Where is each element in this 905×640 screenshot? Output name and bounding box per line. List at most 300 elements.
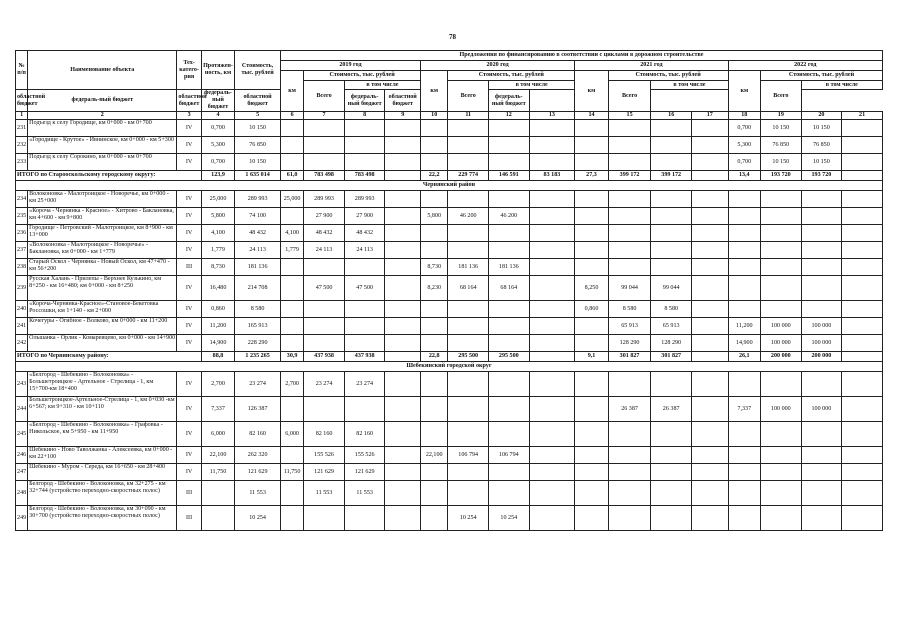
value-cell bbox=[728, 506, 760, 531]
value-cell bbox=[842, 301, 883, 318]
value-cell bbox=[761, 225, 802, 242]
value-cell: 10 150 bbox=[801, 154, 842, 171]
value-cell bbox=[385, 481, 421, 506]
value-cell bbox=[448, 481, 489, 506]
value-cell: 14,900 bbox=[728, 335, 760, 352]
value-cell bbox=[489, 318, 530, 335]
total-value-cell: 399 172 bbox=[651, 171, 692, 181]
row-number-cell: 233 bbox=[16, 154, 28, 171]
value-cell bbox=[842, 422, 883, 447]
column-number-cell: 17 bbox=[691, 112, 728, 120]
value-cell bbox=[801, 208, 842, 225]
value-cell bbox=[842, 208, 883, 225]
value-cell bbox=[529, 259, 575, 276]
value-cell: 6,000 bbox=[201, 422, 235, 447]
value-cell: 82 160 bbox=[344, 422, 385, 447]
value-cell bbox=[304, 335, 345, 352]
value-cell: 22,100 bbox=[201, 447, 235, 464]
value-cell: 0,700 bbox=[728, 120, 760, 137]
value-cell bbox=[575, 372, 609, 397]
header-total: Всего bbox=[304, 81, 345, 112]
value-cell bbox=[385, 208, 421, 225]
value-cell bbox=[801, 447, 842, 464]
value-cell: IV bbox=[177, 335, 201, 352]
header-cost: Стоимость, тыс. рублей bbox=[235, 51, 281, 90]
value-cell bbox=[575, 397, 609, 422]
value-cell bbox=[842, 137, 883, 154]
value-cell bbox=[801, 422, 842, 447]
column-number-cell: 2 bbox=[28, 112, 177, 120]
value-cell: 121 629 bbox=[344, 464, 385, 481]
value-cell: 106 794 bbox=[448, 447, 489, 464]
total-value-cell bbox=[691, 352, 728, 362]
value-cell: 100 000 bbox=[801, 335, 842, 352]
value-cell: 11 553 bbox=[344, 481, 385, 506]
value-cell bbox=[448, 464, 489, 481]
table-row bbox=[16, 301, 883, 318]
value-cell: 46 200 bbox=[448, 208, 489, 225]
value-cell: 10 254 bbox=[235, 506, 281, 531]
value-cell bbox=[691, 137, 728, 154]
value-cell: 5,800 bbox=[201, 208, 235, 225]
value-cell bbox=[385, 259, 421, 276]
value-cell: 26 387 bbox=[651, 397, 692, 422]
value-cell: 48 432 bbox=[344, 225, 385, 242]
value-cell bbox=[728, 242, 760, 259]
value-cell: 6,000 bbox=[280, 422, 303, 447]
value-cell bbox=[608, 208, 651, 225]
value-cell: 23 274 bbox=[344, 372, 385, 397]
value-cell: 0,700 bbox=[728, 154, 760, 171]
table-header bbox=[16, 51, 883, 112]
value-cell bbox=[421, 481, 448, 506]
total-row bbox=[16, 352, 883, 362]
value-cell: 5,300 bbox=[728, 137, 760, 154]
value-cell: 121 629 bbox=[304, 464, 345, 481]
value-cell bbox=[385, 318, 421, 335]
value-cell: 100 000 bbox=[761, 335, 802, 352]
header-category: Тех-катего-рия bbox=[177, 51, 201, 90]
value-cell bbox=[575, 259, 609, 276]
value-cell bbox=[304, 506, 345, 531]
object-name-cell: «Короча-Чернянка-Красное»-Становое-Бекетовка Россошки, км 1+140 - км 2+000 bbox=[28, 301, 177, 318]
value-cell bbox=[608, 137, 651, 154]
column-number-cell: 5 bbox=[235, 112, 281, 120]
object-name-cell: «Белгород - Шебекино - Волоконовка» - Большетроицкое - Артельное - Стрелица - 1, км 15+700-км 18+400 bbox=[28, 372, 177, 397]
value-cell: 228 290 bbox=[235, 335, 281, 352]
value-cell bbox=[651, 259, 692, 276]
value-cell bbox=[448, 225, 489, 242]
total-label: ИТОГО по Чернянскому району: bbox=[16, 352, 202, 362]
value-cell bbox=[728, 225, 760, 242]
value-cell bbox=[651, 481, 692, 506]
value-cell bbox=[489, 397, 530, 422]
object-name-cell: «Короча - Чернянка - Красное» - Хитрово - Баклановка, км 4+600 - км 9+800 bbox=[28, 208, 177, 225]
value-cell: 10 254 bbox=[489, 506, 530, 531]
value-cell bbox=[489, 242, 530, 259]
value-cell bbox=[728, 464, 760, 481]
header-cost-title: Стоимость, тыс. рублей bbox=[608, 71, 728, 81]
value-cell: IV bbox=[177, 154, 201, 171]
value-cell: 0,700 bbox=[201, 154, 235, 171]
header-name: Наименование объекта bbox=[28, 51, 177, 90]
value-cell: IV bbox=[177, 225, 201, 242]
value-cell bbox=[761, 208, 802, 225]
value-cell bbox=[651, 242, 692, 259]
value-cell: III bbox=[177, 506, 201, 531]
value-cell bbox=[280, 335, 303, 352]
object-name-cell: Белгород - Шебекино - Волоконовка, км 32+275 - км 32+744 (устройство переходно-скоростных полос) bbox=[28, 481, 177, 506]
row-number-cell: 245 bbox=[16, 422, 28, 447]
value-cell bbox=[201, 481, 235, 506]
value-cell bbox=[385, 506, 421, 531]
value-cell bbox=[575, 422, 609, 447]
value-cell bbox=[448, 335, 489, 352]
value-cell: 181 136 bbox=[235, 259, 281, 276]
value-cell bbox=[489, 481, 530, 506]
total-label: ИТОГО по Старооскольскому городскому округу: bbox=[16, 171, 202, 181]
value-cell bbox=[421, 372, 448, 397]
value-cell bbox=[280, 397, 303, 422]
total-value-cell: 783 498 bbox=[304, 171, 345, 181]
value-cell bbox=[421, 506, 448, 531]
value-cell: 121 629 bbox=[235, 464, 281, 481]
value-cell bbox=[280, 318, 303, 335]
value-cell: 11 553 bbox=[304, 481, 345, 506]
value-cell: 0,700 bbox=[201, 120, 235, 137]
value-cell bbox=[608, 464, 651, 481]
value-cell bbox=[608, 242, 651, 259]
value-cell bbox=[385, 276, 421, 301]
value-cell: 48 432 bbox=[235, 225, 281, 242]
value-cell bbox=[489, 464, 530, 481]
value-cell bbox=[489, 137, 530, 154]
total-value-cell bbox=[691, 171, 728, 181]
value-cell bbox=[529, 154, 575, 171]
header-year: 2022 год bbox=[728, 61, 882, 71]
value-cell: 155 526 bbox=[344, 447, 385, 464]
header-cost-title: Стоимость, тыс. рублей bbox=[304, 71, 421, 81]
value-cell bbox=[385, 191, 421, 208]
value-cell bbox=[842, 397, 883, 422]
value-cell bbox=[529, 318, 575, 335]
table-row bbox=[16, 137, 883, 154]
row-number-cell: 235 bbox=[16, 208, 28, 225]
row-number-cell: 238 bbox=[16, 259, 28, 276]
value-cell bbox=[691, 447, 728, 464]
column-number-cell: 16 bbox=[651, 112, 692, 120]
table-row bbox=[16, 506, 883, 531]
value-cell bbox=[801, 464, 842, 481]
value-cell bbox=[280, 506, 303, 531]
value-cell: 11,750 bbox=[280, 464, 303, 481]
value-cell bbox=[421, 397, 448, 422]
value-cell: 165 913 bbox=[235, 318, 281, 335]
value-cell: 0,860 bbox=[575, 301, 609, 318]
value-cell bbox=[448, 301, 489, 318]
value-cell: 8 580 bbox=[235, 301, 281, 318]
value-cell bbox=[529, 242, 575, 259]
value-cell: IV bbox=[177, 301, 201, 318]
value-cell bbox=[529, 301, 575, 318]
header-km: км bbox=[575, 71, 609, 112]
table-row bbox=[16, 191, 883, 208]
value-cell: 68 164 bbox=[489, 276, 530, 301]
header-federal: федераль-ный бюджет bbox=[344, 90, 385, 112]
value-cell bbox=[575, 464, 609, 481]
header-total: Всего bbox=[448, 81, 489, 112]
header-federal: федераль-ный бюджет bbox=[489, 90, 530, 112]
value-cell: 106 794 bbox=[489, 447, 530, 464]
value-cell bbox=[280, 137, 303, 154]
value-cell bbox=[529, 191, 575, 208]
total-value-cell: 200 000 bbox=[761, 352, 802, 362]
value-cell bbox=[728, 259, 760, 276]
value-cell: 16,480 bbox=[201, 276, 235, 301]
total-value-cell bbox=[842, 352, 883, 362]
header-regional: областной бюджет bbox=[385, 90, 421, 112]
value-cell bbox=[842, 225, 883, 242]
value-cell bbox=[489, 301, 530, 318]
value-cell bbox=[489, 120, 530, 137]
value-cell bbox=[344, 301, 385, 318]
row-number-cell: 242 bbox=[16, 335, 28, 352]
value-cell bbox=[529, 397, 575, 422]
value-cell bbox=[575, 191, 609, 208]
value-cell: 10 150 bbox=[761, 120, 802, 137]
value-cell: 10 150 bbox=[235, 120, 281, 137]
value-cell bbox=[801, 506, 842, 531]
value-cell bbox=[608, 481, 651, 506]
header-regional: областной бюджет bbox=[235, 90, 281, 112]
value-cell bbox=[801, 276, 842, 301]
value-cell: 99 044 bbox=[651, 276, 692, 301]
value-cell bbox=[304, 154, 345, 171]
row-number-cell: 247 bbox=[16, 464, 28, 481]
value-cell: 22,100 bbox=[421, 447, 448, 464]
value-cell: 76 850 bbox=[801, 137, 842, 154]
value-cell bbox=[691, 481, 728, 506]
total-value-cell: 301 827 bbox=[608, 352, 651, 362]
value-cell bbox=[691, 422, 728, 447]
value-cell: 100 000 bbox=[801, 318, 842, 335]
value-cell bbox=[575, 242, 609, 259]
value-cell bbox=[608, 120, 651, 137]
value-cell bbox=[691, 191, 728, 208]
value-cell: 289 993 bbox=[304, 191, 345, 208]
total-value-cell: 22,8 bbox=[421, 352, 448, 362]
table-row bbox=[16, 318, 883, 335]
value-cell: 25,000 bbox=[280, 191, 303, 208]
value-cell bbox=[304, 301, 345, 318]
value-cell bbox=[575, 137, 609, 154]
value-cell: 11,750 bbox=[201, 464, 235, 481]
value-cell: IV bbox=[177, 397, 201, 422]
value-cell bbox=[691, 372, 728, 397]
value-cell: 128 290 bbox=[651, 335, 692, 352]
value-cell: 14,900 bbox=[201, 335, 235, 352]
value-cell: 2,700 bbox=[280, 372, 303, 397]
value-cell: 27 900 bbox=[304, 208, 345, 225]
object-name-cell: Шебекино - Ново Таволжанка - Алексеевка, км 0+000 - км 22+100 bbox=[28, 447, 177, 464]
value-cell bbox=[842, 120, 883, 137]
total-value-cell: 399 172 bbox=[608, 171, 651, 181]
table-row bbox=[16, 464, 883, 481]
row-number-cell: 248 bbox=[16, 481, 28, 506]
value-cell bbox=[304, 397, 345, 422]
total-value-cell: 27,3 bbox=[575, 171, 609, 181]
table-row bbox=[16, 335, 883, 352]
value-cell bbox=[448, 154, 489, 171]
value-cell: 8 580 bbox=[651, 301, 692, 318]
value-cell: III bbox=[177, 259, 201, 276]
object-name-cell: Кочегуры - Огибное - Волково, км 0+000 - км 11+200 bbox=[28, 318, 177, 335]
value-cell: IV bbox=[177, 422, 201, 447]
value-cell bbox=[761, 301, 802, 318]
value-cell bbox=[385, 372, 421, 397]
value-cell bbox=[842, 506, 883, 531]
value-cell bbox=[801, 191, 842, 208]
value-cell bbox=[529, 276, 575, 301]
value-cell: 10 150 bbox=[761, 154, 802, 171]
column-number-cell: 7 bbox=[304, 112, 345, 120]
total-value-cell: 123,9 bbox=[201, 171, 235, 181]
total-value-cell: 26,1 bbox=[728, 352, 760, 362]
total-value-cell: 1 635 014 bbox=[235, 171, 281, 181]
value-cell bbox=[385, 422, 421, 447]
value-cell: 8 580 bbox=[608, 301, 651, 318]
value-cell bbox=[280, 276, 303, 301]
value-cell bbox=[280, 481, 303, 506]
header-cost-title: Стоимость, тыс. рублей bbox=[448, 71, 575, 81]
table-row bbox=[16, 120, 883, 137]
value-cell bbox=[344, 335, 385, 352]
value-cell: 99 044 bbox=[608, 276, 651, 301]
value-cell: 26 387 bbox=[608, 397, 651, 422]
value-cell bbox=[344, 154, 385, 171]
value-cell: 82 160 bbox=[235, 422, 281, 447]
value-cell bbox=[421, 318, 448, 335]
value-cell bbox=[608, 447, 651, 464]
value-cell: 74 100 bbox=[235, 208, 281, 225]
value-cell bbox=[304, 120, 345, 137]
value-cell bbox=[842, 242, 883, 259]
value-cell: 10 150 bbox=[235, 154, 281, 171]
value-cell: 1,779 bbox=[201, 242, 235, 259]
header-incl: в том числе bbox=[344, 81, 420, 90]
header-year: 2019 год bbox=[280, 61, 420, 71]
value-cell: 8,730 bbox=[201, 259, 235, 276]
value-cell: 27 900 bbox=[344, 208, 385, 225]
object-name-cell: «Белгород - Шебекино - Волоконовка» - Графовка - Никольское, км 5+950 - км 11+950 bbox=[28, 422, 177, 447]
value-cell bbox=[842, 276, 883, 301]
column-number-cell: 20 bbox=[801, 112, 842, 120]
value-cell: 11,200 bbox=[201, 318, 235, 335]
value-cell: 8,250 bbox=[575, 276, 609, 301]
value-cell bbox=[691, 242, 728, 259]
column-number-cell: 8 bbox=[344, 112, 385, 120]
total-value-cell: 83 183 bbox=[529, 171, 575, 181]
value-cell bbox=[575, 154, 609, 171]
value-cell bbox=[344, 137, 385, 154]
header-km: км bbox=[728, 71, 760, 112]
value-cell bbox=[448, 137, 489, 154]
value-cell bbox=[801, 225, 842, 242]
value-cell bbox=[448, 191, 489, 208]
value-cell: 100 000 bbox=[761, 397, 802, 422]
value-cell: 76 850 bbox=[235, 137, 281, 154]
value-cell bbox=[801, 372, 842, 397]
value-cell bbox=[691, 225, 728, 242]
value-cell: 181 136 bbox=[489, 259, 530, 276]
object-name-cell: «Волоконовка - Малотроицкое - Новоречье» - Баклановка, км 0+000 - км 1+779 bbox=[28, 242, 177, 259]
total-value-cell: 1 235 265 bbox=[235, 352, 281, 362]
value-cell bbox=[448, 397, 489, 422]
value-cell: 76 850 bbox=[761, 137, 802, 154]
value-cell: 8,730 bbox=[421, 259, 448, 276]
total-value-cell bbox=[385, 171, 421, 181]
value-cell: 155 526 bbox=[304, 447, 345, 464]
value-cell bbox=[421, 301, 448, 318]
value-cell bbox=[385, 397, 421, 422]
value-cell bbox=[761, 372, 802, 397]
header-regional: областной бюджет bbox=[177, 90, 201, 112]
total-value-cell: 146 591 bbox=[489, 171, 530, 181]
value-cell bbox=[385, 447, 421, 464]
value-cell bbox=[344, 397, 385, 422]
value-cell bbox=[842, 191, 883, 208]
value-cell: 289 993 bbox=[235, 191, 281, 208]
header-length: Протяжен-ность, км bbox=[201, 51, 235, 90]
value-cell bbox=[728, 481, 760, 506]
column-number-cell: 14 bbox=[575, 112, 609, 120]
value-cell: IV bbox=[177, 137, 201, 154]
value-cell bbox=[529, 422, 575, 447]
object-name-cell: Подъезд к селу Сорокино, км 0+000 - км 0+700 bbox=[28, 154, 177, 171]
header-num: № п/п bbox=[16, 51, 28, 90]
value-cell bbox=[728, 191, 760, 208]
value-cell bbox=[728, 208, 760, 225]
value-cell bbox=[608, 154, 651, 171]
value-cell bbox=[448, 120, 489, 137]
value-cell bbox=[691, 397, 728, 422]
value-cell bbox=[651, 120, 692, 137]
value-cell bbox=[575, 481, 609, 506]
value-cell bbox=[651, 154, 692, 171]
value-cell bbox=[304, 318, 345, 335]
object-name-cell: Шебекино - Муром - Середа, км 16+650 - км 28+400 bbox=[28, 464, 177, 481]
value-cell: 65 913 bbox=[608, 318, 651, 335]
value-cell: IV bbox=[177, 447, 201, 464]
district-row bbox=[16, 362, 883, 372]
value-cell bbox=[608, 191, 651, 208]
district-label: Чернянский район bbox=[16, 181, 883, 191]
value-cell bbox=[529, 372, 575, 397]
page-number: 78 bbox=[449, 33, 456, 41]
row-number-cell: 240 bbox=[16, 301, 28, 318]
value-cell bbox=[421, 120, 448, 137]
header-federal: федераль-ный бюджет bbox=[201, 90, 235, 112]
table-row bbox=[16, 481, 883, 506]
total-value-cell: 437 938 bbox=[344, 352, 385, 362]
value-cell: 24 113 bbox=[235, 242, 281, 259]
value-cell bbox=[651, 208, 692, 225]
row-number-cell: 232 bbox=[16, 137, 28, 154]
value-cell: 24 113 bbox=[304, 242, 345, 259]
object-name-cell: Большетроицкое-Артельное-Стрелица - 1, км 0+030 -км 6+567; км 9+310 - км 10+110 bbox=[28, 397, 177, 422]
column-number-cell: 11 bbox=[448, 112, 489, 120]
value-cell bbox=[761, 242, 802, 259]
